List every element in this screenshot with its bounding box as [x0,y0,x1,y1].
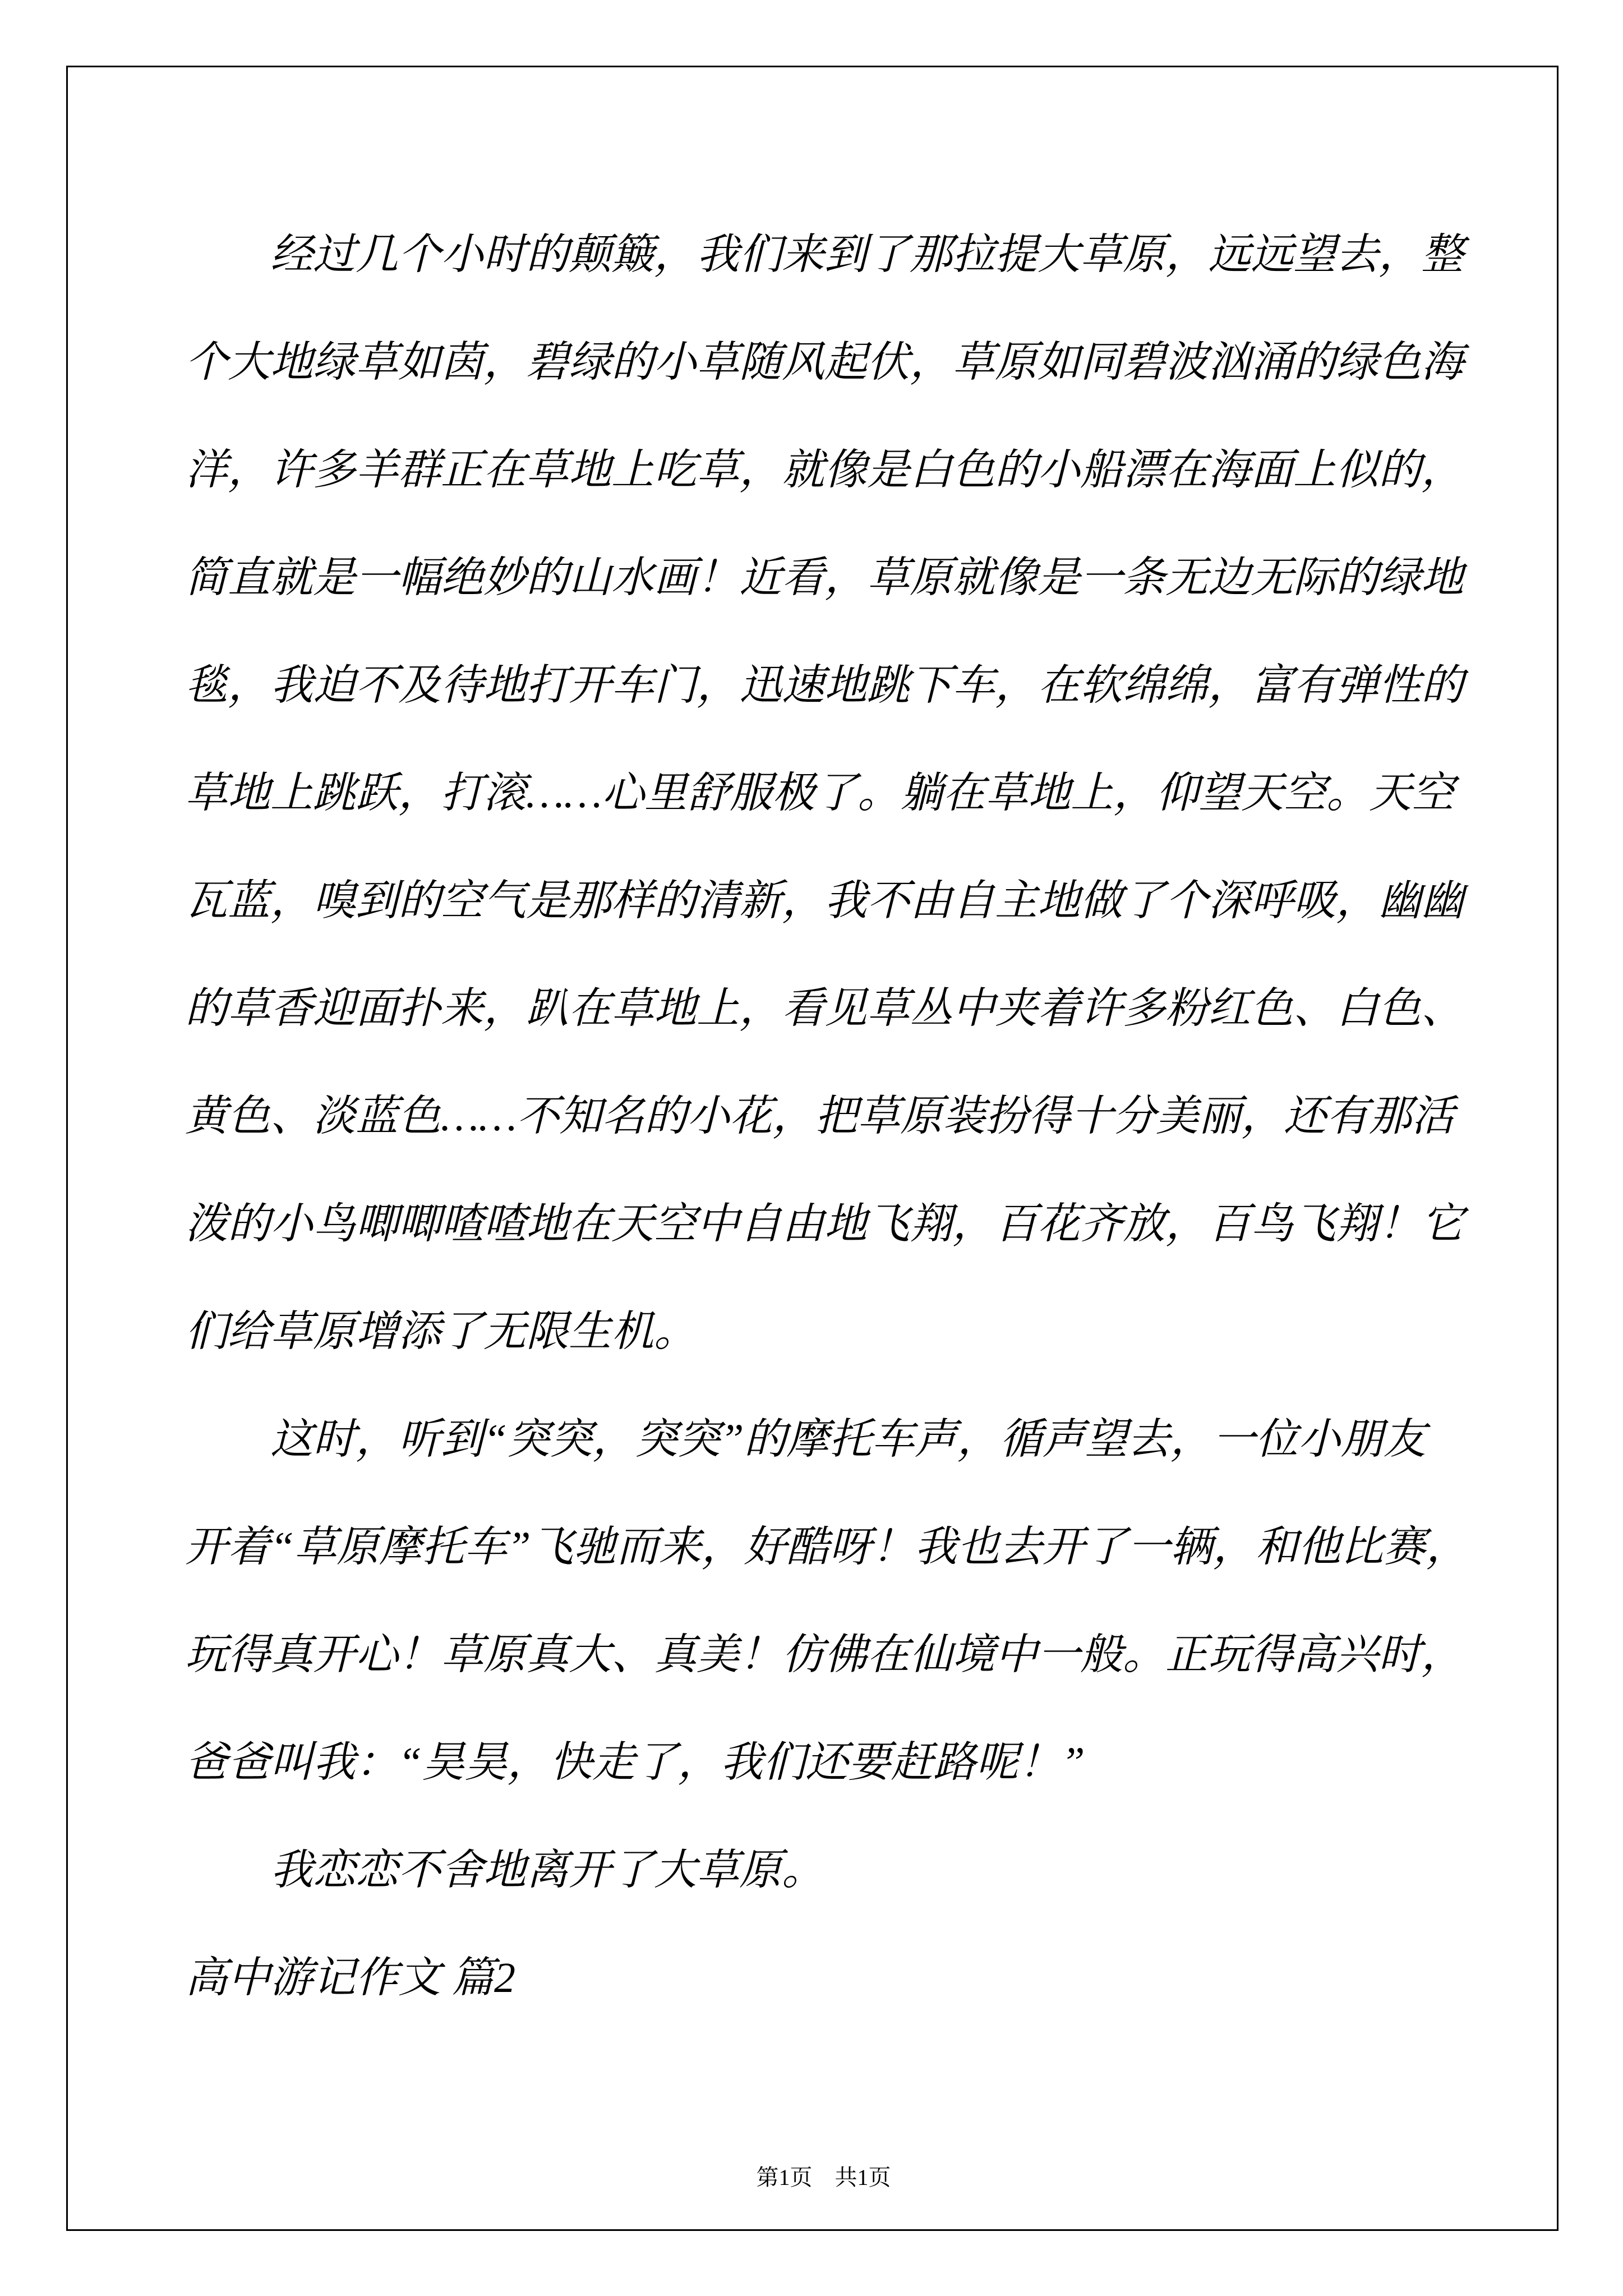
text-line: 草地上跳跃，打滚……心里舒服极了。躺在草地上，仰望天空。天空 [185,770,1455,817]
text-line: 泼的小鸟唧唧喳喳地在天空中自由地飞翔，百花齐放，百鸟飞翔！它 [185,1200,1464,1248]
text-line: 洋，许多羊群正在草地上吃草，就像是白色的小船漂在海面上似的， [185,447,1464,494]
text-line: 简直就是一幅绝妙的山水画！近看，草原就像是一条无边无际的绿地 [185,554,1464,601]
text-line: 个大地绿草如茵，碧绿的小草随风起伏，草原如同碧波汹涌的绿色海 [185,339,1464,386]
text-line: 开着“草原摩托车”飞驰而来，好酷呀！我也去开了一辆，和他比赛， [185,1524,1469,1571]
text-line: 玩得真开心！草原真大、真美！仿佛在仙境中一般。正玩得高兴时， [185,1631,1464,1678]
text-line: 我恋恋不舍地离开了大草原。 [270,1847,824,1894]
page-number-footer [66,2127,1559,2190]
text-line: 爸爸叫我：“昊昊，快走了，我们还要赶路呢！” [185,1739,1085,1786]
text-line: 黄色、淡蓝色……不知名的小花，把草原装扮得十分美丽，还有那活 [185,1093,1455,1140]
text-line: 瓦蓝，嗅到的空气是那样的清新，我不由自主地做了个深呼吸，幽幽 [185,877,1464,924]
text-line: 毯，我迫不及待地打开车门，迅速地跳下车，在软绵绵，富有弹性的 [185,662,1464,709]
text-line: 的草香迎面扑来，趴在草地上，看见草丛中夹着许多粉红色、白色、 [185,985,1464,1032]
essay-body [185,201,1469,2032]
text-line: 高中游记作文 篇2 [185,1954,515,2001]
page-number-label: 第1页 共1页 [756,2165,891,2190]
text-line: 们给草原增添了无限生机。 [185,1308,697,1355]
text-line: 经过几个小时的颠簸，我们来到了那拉提大草原，远远望去，整 [270,231,1464,278]
text-line: 这时，听到“突突，突突”的摩托车声，循声望去，一位小朋友 [270,1416,1426,1463]
